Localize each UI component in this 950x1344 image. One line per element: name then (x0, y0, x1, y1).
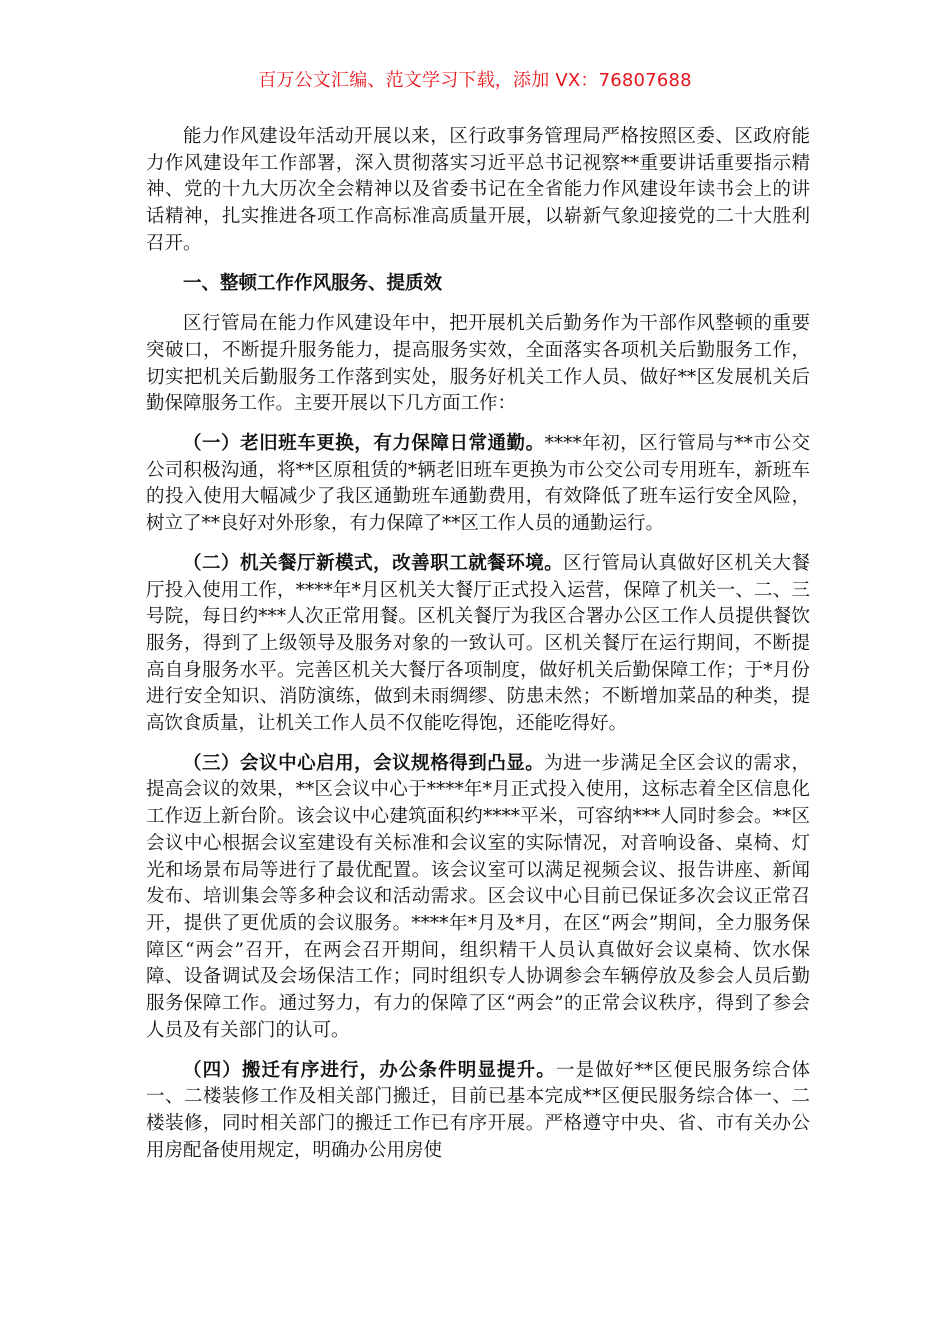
item-paragraph-1 (146, 431, 810, 538)
item-lead-4: （四）搬迁有序进行，办公条件明显提升。 (183, 1059, 556, 1081)
item-text-1: ****年初，区行管局与**市公交公司积极沟通，将**区原租赁的*辆老旧班车更换为市公交公司专用班车，新班车的投入使用大幅减少了我区通勤班车通勤费用，有效降低了班车运行安全风险，树立了**良好对外形象，有力保障了**区工作人员的通勤运行。 (146, 433, 810, 535)
intro-paragraph: 能力作风建设年活动开展以来，区行政事务管理局严格按照区委、区政府能力作风建设年工作部署，深入贯彻落实习近平总书记视察**重要讲话重要指示精神、党的十九大历次全会精神以及省委书记在全省能力作风建设年读书会上的讲话精神，扎实推进各项工作高标准高质量开展，以崭新气象迎接党的二十大胜利召开。 (146, 126, 810, 254)
section-heading: 一、整顿工作作风服务、提质效 (183, 272, 443, 294)
section-intro-paragraph: 区行管局在能力作风建设年中，把开展机关后勤务作为干部作风整顿的重要突破口，不断提升服务能力，提高服务实效，全面落实各项机关后勤服务工作，切实把机关后勤服务工作落到实处，服务好机关工作人员、做好**区发展机关后勤保障服务工作。主要开展以下几方面工作： (146, 313, 810, 415)
item-paragraph-3 (146, 751, 810, 1045)
document-body (146, 124, 810, 1177)
item-lead-2: （二）机关餐厅新模式，改善职工就餐环境。 (183, 552, 564, 574)
item-text-3: 为进一步满足全区会议的需求，提高会议的效果，**区会议中心于****年*月正式投入使用，这标志着全区信息化工作迈上新台阶。该会议中心建筑面积约****平米，可容纳***人同时参会。**区会议中心根据会议室建设有关标准和会议室的实际情况，对音响设备、桌椅、灯光和场景布局等进行了最优配置。该会议室可以满足视频会议、报告讲座、新闻发布、培训集会等多种会议和活动需求。区会议中心目前已保证多次会议正常召开，提供了更优质的会议服务。****年*月及*月，在区“两会”期间，全力服务保障区“两会”召开，在两会召开期间，组织精干人员认真做好会议桌椅、饮水保障、设备调试及会场保洁工作；同时组织专人协调参会车辆停放及参会人员后勤服务保障工作。通过努力，有力的保障了区“两会”的正常会议秩序，得到了参会人员及有关部门的认可。 (146, 752, 810, 1041)
item-text-4: 一是做好**区便民服务综合体一、二楼装修工作及相关部门搬迁，目前已基本完成**区便民服务综合体一、二楼装修，同时相关部门的搬迁工作已有序开展。严格遵守中央、省、市有关办公用房配备使用规定，明确办公用房使 (146, 1059, 810, 1161)
item-paragraph-2 (146, 551, 810, 738)
item-paragraph-4 (146, 1058, 810, 1165)
watermark-header: 百万公文汇编、范文学习下载，添加 VX：76807688 (258, 70, 692, 91)
item-lead-1: （一）老旧班车更换，有力保障日常通勤。 (183, 433, 545, 455)
item-lead-3: （三）会议中心启用，会议规格得到凸显。 (183, 752, 545, 774)
item-text-2: 区行管局认真做好区机关大餐厅投入使用工作，****年*月区机关大餐厅正式投入运营，保障了机关一、二、三号院，每日约***人次正常用餐。区机关餐厅为我区合署办公区工作人员提供餐饮服务，得到了上级领导及服务对象的一致认可。区机关餐厅在运行期间，不断提高自身服务水平。完善区机关大餐厅各项制度，做好机关后勤保障工作；于*月份进行安全知识、消防演练，做到未雨绸缪、防患未然；不断增加菜品的种类，提高饮食质量，让机关工作人员不仅能吃得饱，还能吃得好。 (146, 552, 810, 735)
